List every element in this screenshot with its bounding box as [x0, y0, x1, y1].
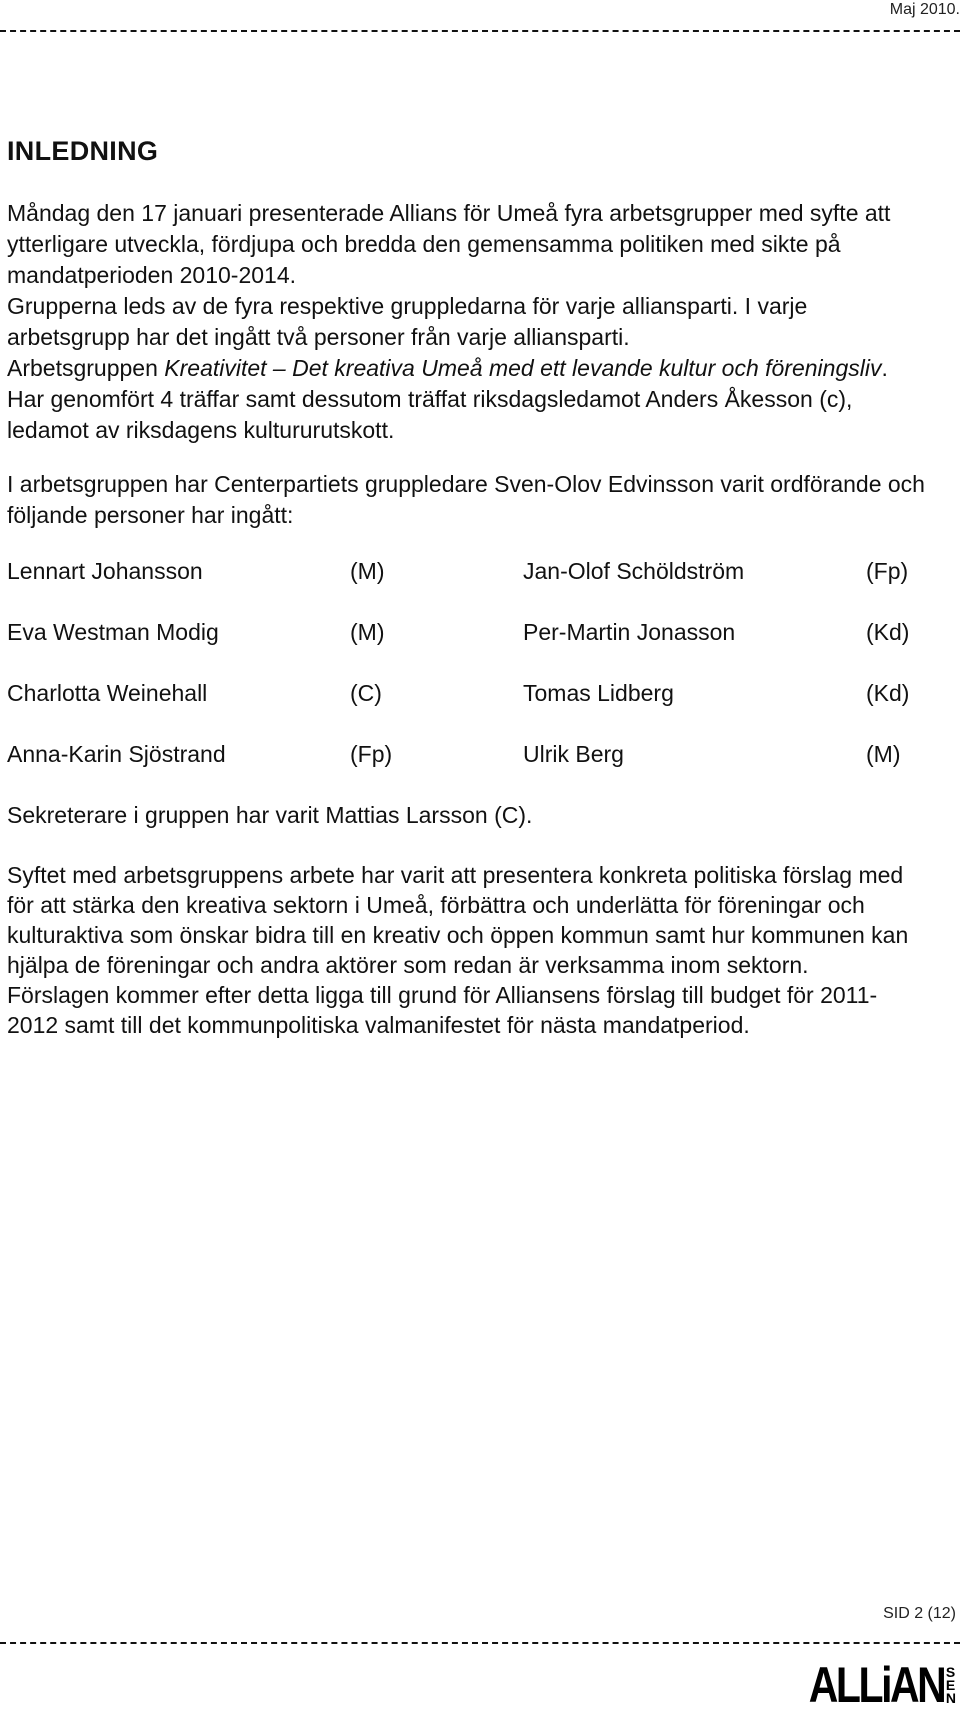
intro-paragraph-3: [7, 353, 927, 446]
member-row: [7, 619, 927, 680]
member-party: (M): [350, 619, 385, 645]
member-name: Tomas Lidberg: [523, 680, 674, 706]
member-name: Charlotta Weinehall: [7, 680, 208, 706]
logo-letter: N: [945, 1689, 956, 1706]
secretary-line: Sekreterare i gruppen har varit Mattias Larsson (C).: [7, 802, 533, 828]
member-name: Jan-Olof Schöldström: [523, 558, 745, 584]
member-name: Eva Westman Modig: [7, 619, 219, 645]
member-name: Ulrik Berg: [523, 741, 624, 767]
member-party: (Kd): [866, 619, 910, 645]
member-row: [7, 558, 927, 619]
header-divider: [0, 30, 960, 32]
logo-stacked-letters: [945, 1663, 956, 1706]
group-activity-text: . Har genomfört 4 träffar samt dessutom träffat riksdagsledamot Anders Åkesson (c), ledamot av riksdagens kultururutskott.: [7, 355, 888, 443]
member-party: (M): [866, 741, 901, 767]
intro-section: [7, 198, 927, 446]
group-name-prefix: Arbetsgruppen: [7, 355, 165, 381]
member-party: (Kd): [866, 680, 910, 706]
member-row: [7, 741, 927, 802]
member-name: Lennart Johansson: [7, 558, 203, 584]
purpose-paragraph-2: Förslagen kommer efter detta ligga till grund för Alliansens förslag till budget för 2011-2012 samt till det kommunpolitiska valmanifestet för nästa mandatperiod.: [7, 982, 878, 1038]
group-intro-paragraph: I arbetsgruppen har Centerpartiets gruppledare Sven-Olov Edvinsson varit ordförande och följande personer har ingått:: [7, 471, 925, 528]
header-date: Maj 2010.: [889, 1, 960, 18]
member-list: [7, 558, 927, 802]
logo-letter: E: [945, 1676, 956, 1693]
member-party: (Fp): [350, 741, 393, 767]
purpose-section: [7, 860, 927, 1040]
member-name: Anna-Karin Sjöstrand: [7, 741, 226, 767]
member-party: (C): [350, 680, 382, 706]
member-name: Per-Martin Jonasson: [523, 619, 736, 645]
page-title: INLEDNING: [7, 136, 159, 166]
logo-letter: S: [945, 1663, 956, 1680]
footer-divider: [0, 1642, 960, 1644]
group-name: Kreativitet – Det kreativa Umeå med ett levande kultur och föreningsliv: [164, 355, 882, 381]
page-number: SID 2 (12): [883, 1605, 956, 1622]
member-party: (M): [350, 558, 385, 584]
member-party: (Fp): [866, 558, 909, 584]
intro-paragraph-2: Grupperna leds av de fyra respektive gruppledarna för varje alliansparti. I varje arbetsgrupp har det ingått två personer från varje alliansparti.: [7, 293, 808, 350]
purpose-paragraph-1: Syftet med arbetsgruppens arbete har varit att presentera konkreta politiska förslag med för att stärka den kreativa sektorn i Umeå, förbättra och underlätta för föreningar och kulturaktiva som önskar bidra till en kreativ och öppen kommun samt hur kommunen kan hjälpa de föreningar och andra aktörer som redan är verksamma inom sektorn.: [7, 862, 909, 978]
member-row: [7, 680, 927, 741]
alliansen-logo: [796, 1657, 956, 1713]
logo-wordmark: ALLiAN: [808, 1657, 944, 1713]
intro-paragraph-1: Måndag den 17 januari presenterade Allians för Umeå fyra arbetsgrupper med syfte att ytterligare utveckla, fördjupa och bredda den gemensamma politiken med sikte på mandatperioden 2010-2014.: [7, 200, 891, 288]
